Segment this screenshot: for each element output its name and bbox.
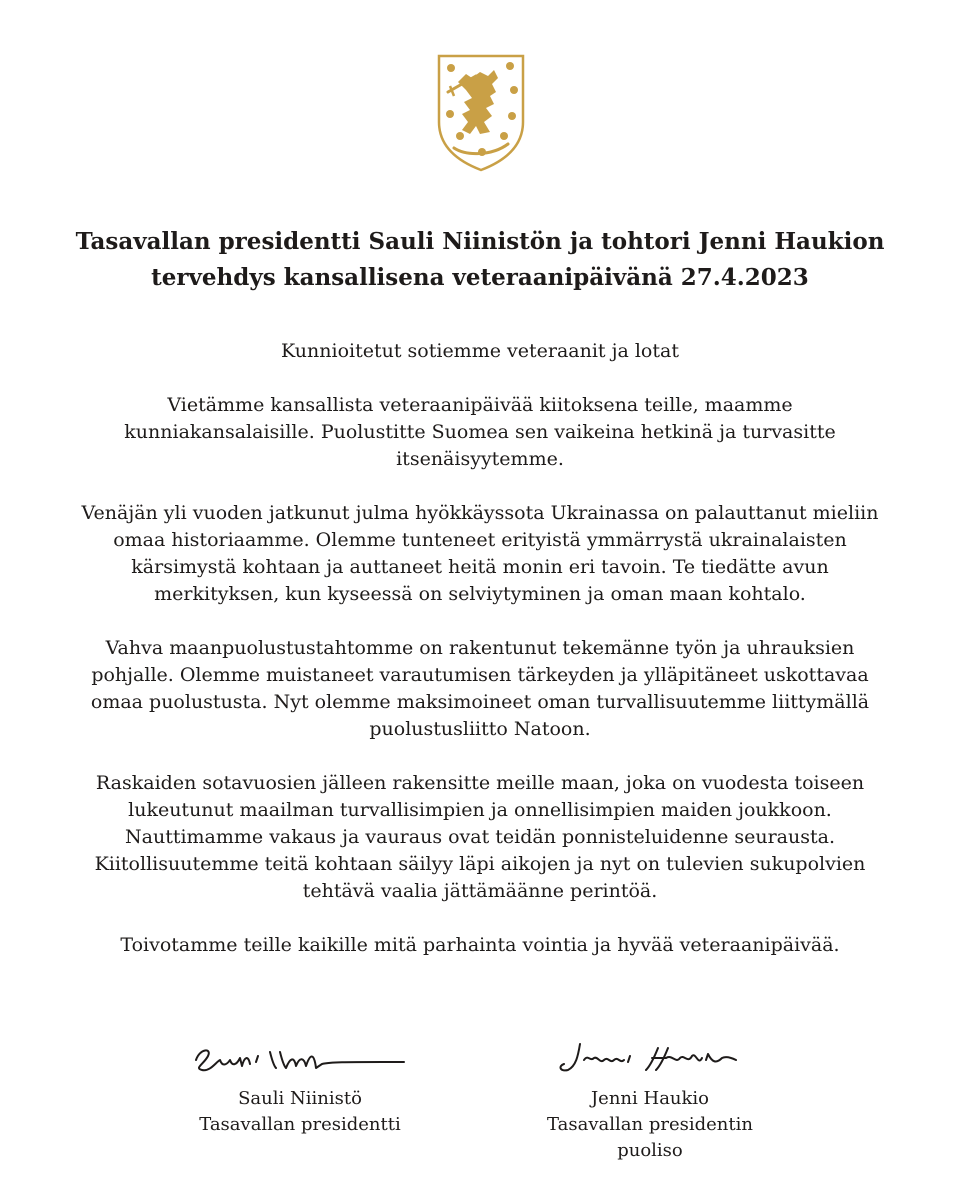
paragraph-3: Vahva maanpuolustustahtomme on rakentunut tekemänne työn ja uhrauksien pohjalle. Olemme muistaneet varautumisen tärkeyden ja ylläpitäneet uskottavaa omaa puolustusta. Nyt olemme maksimoineet oman turvallisuutemme liittymällä puolustusliitto Natoon. [90,637,870,740]
paragraph-1: Vietämme kansallista veteraanipäivää kiitoksena teille, maamme kunniakansalaisille. Puolustitte Suomea sen vaikeina hetkinä ja turvasitte itsenäisyytemme. [124,394,836,470]
signature-block-president [170,1036,430,1138]
title-line-1: Tasavallan presidentti Sauli Niinistön ja tohtori Jenni Haukion [75,228,885,255]
paragraph-5: Toivotamme teille kaikille mitä parhainta vointia ja hyvää veteraanipäivää. [120,934,840,956]
signature-block-spouse [520,1036,780,1164]
signatory-name-spouse: Jenni Haukio [590,1088,710,1109]
title-line-2: tervehdys kansallisena veteraanipäivänä 27.4.2023 [151,264,809,291]
letter-body [80,338,880,986]
page-title [60,224,900,296]
signatory-role-president: Tasavallan presidentti [199,1114,401,1135]
salutation: Kunnioitetut sotiemme veteraanit ja lotat [281,340,679,362]
signature-jenni-haukio [550,1036,750,1076]
signatory-role-spouse: Tasavallan presidentin puoliso [547,1114,753,1161]
paragraph-2: Venäjän yli vuoden jatkunut julma hyökkäyssota Ukrainassa on palauttanut mieliin omaa historiaamme. Olemme tunteneet erityistä ymmärrystä ukrainalaisten kärsimystä kohtaan ja auttaneet heitä monin eri tavoin. Te tiedätte avun merkityksen, kun kyseessä on selviytyminen ja oman maan kohtalo. [81,502,879,605]
signatory-name-president: Sauli Niinistö [238,1088,362,1109]
signature-sauli-niinisto [190,1036,410,1076]
paragraph-4: Raskaiden sotavuosien jälleen rakensitte meille maan, joka on vuodesta toiseen lukeutunut maailman turvallisimpien ja onnellisimpien maiden joukkoon. Nauttimamme vakaus ja vauraus ovat teidän ponnisteluidenne seurausta. Kiitollisuutemme teitä kohtaan säilyy läpi aikojen ja nyt on tulevien sukupolvien tehtävä vaalia jättämäänne perintöä. [94,772,866,902]
finnish-coat-of-arms-icon [436,52,526,172]
